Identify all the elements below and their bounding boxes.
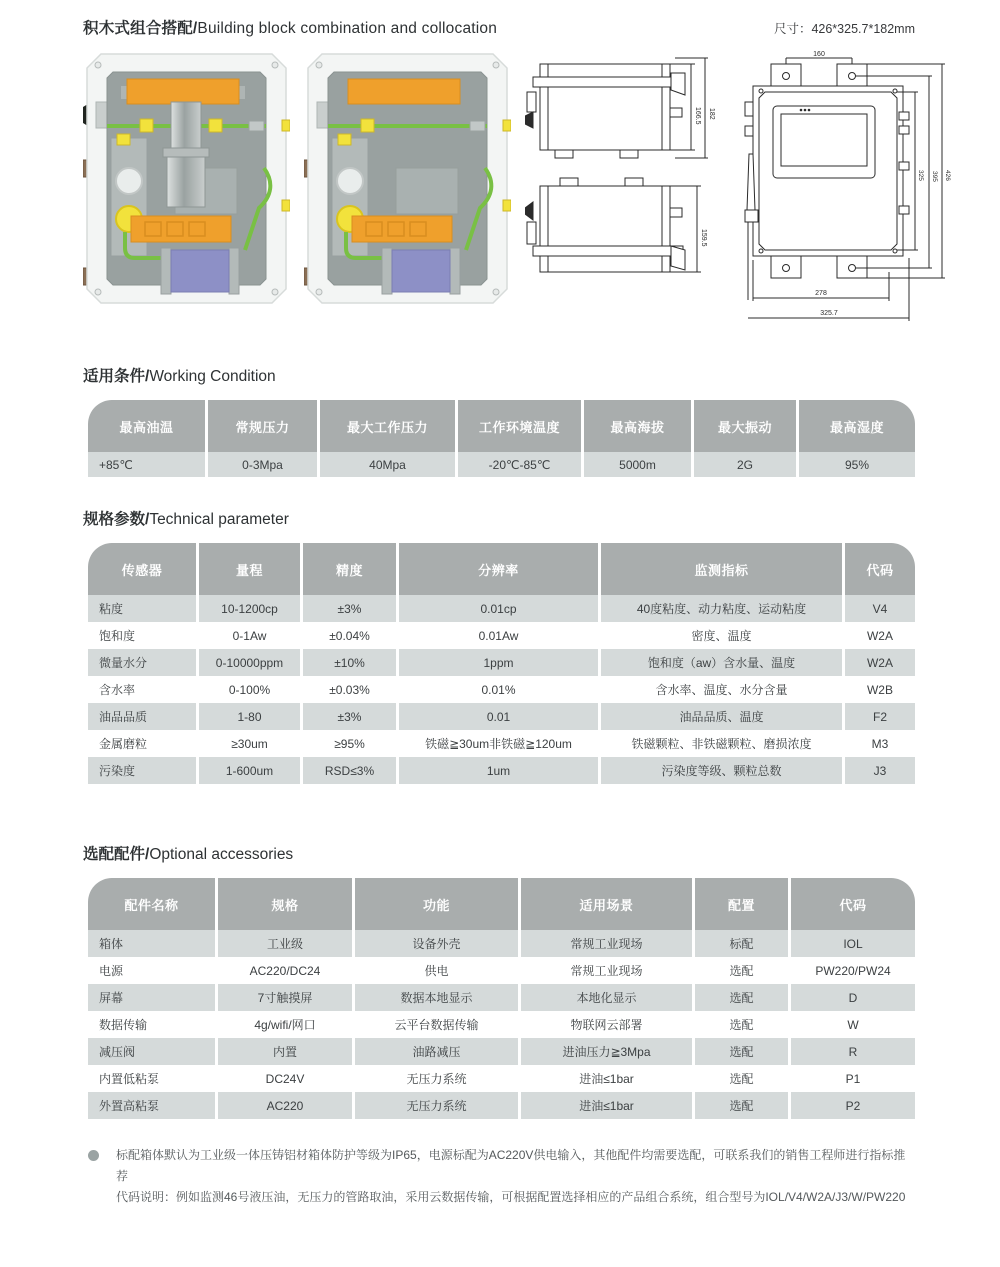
table-cell: R xyxy=(788,1038,915,1065)
table-cell: DC24V xyxy=(215,1065,352,1092)
table-cell: 选配 xyxy=(692,957,788,984)
table-cell: 数据传输 xyxy=(88,1011,215,1038)
table-cell: 污染度等级、颗粒总数 xyxy=(598,757,842,784)
table-cell: ±3% xyxy=(300,703,396,730)
table-row xyxy=(88,730,915,757)
table-cell: J3 xyxy=(842,757,915,784)
table-cell: 0-10000ppm xyxy=(196,649,300,676)
optional-accessories-table xyxy=(88,878,915,1119)
table-cell: ±3% xyxy=(300,595,396,622)
section-title-zh: 适用条件/ xyxy=(83,368,150,385)
table-cell: 0.01 xyxy=(396,703,598,730)
table-cell: 无压力系统 xyxy=(352,1065,518,1092)
table-cell: P1 xyxy=(788,1065,915,1092)
table-cell: 云平台数据传输 xyxy=(352,1011,518,1038)
table-header-cell: 最高海拔 xyxy=(581,400,691,452)
footnote-line-1: 标配箱体默认为工业级一体压铸铝材箱体防护等级为IP65，电源标配为AC220V供电输入，其他配件均需要选配，可联系我们的销售工程师进行指标推荐 xyxy=(116,1148,906,1183)
section-title-zh: 选配配件/ xyxy=(83,846,150,863)
table-cell: W2A xyxy=(842,622,915,649)
orange-rail-mid xyxy=(352,216,452,242)
table-cell: 选配 xyxy=(692,1038,788,1065)
table-cell: 0.01Aw xyxy=(396,622,598,649)
table-cell: 1ppm xyxy=(396,649,598,676)
table-row xyxy=(88,1038,915,1065)
size-note: 尺寸：426*325.7*182mm xyxy=(773,22,915,36)
table-row xyxy=(88,649,915,676)
table-cell: -20℃-85℃ xyxy=(455,452,581,477)
table-cell: 2G xyxy=(691,452,796,477)
table-cell: ±10% xyxy=(300,649,396,676)
table-header-cell: 适用场景 xyxy=(518,878,692,930)
table-row xyxy=(88,595,915,622)
table-cell: 进油压力≧3Mpa xyxy=(518,1038,692,1065)
table-cell: 含水率 xyxy=(88,676,196,703)
table-cell: 金属磨粒 xyxy=(88,730,196,757)
table-cell: 40Mpa xyxy=(317,452,455,477)
dim-label: 166.5 xyxy=(694,107,701,125)
table-cell: 选配 xyxy=(692,1092,788,1119)
table-row xyxy=(88,930,915,957)
table-header-cell: 最大工作压力 xyxy=(317,400,455,452)
table-cell: 铁磁颗粒、非铁磁颗粒、磨损浓度 xyxy=(598,730,842,757)
table-cell: 1-80 xyxy=(196,703,300,730)
table-header-cell: 传感器 xyxy=(88,543,196,595)
table-row xyxy=(88,452,915,477)
section-title-en: Working Condition xyxy=(149,368,276,385)
table-cell: ±0.04% xyxy=(300,622,396,649)
bullet-icon xyxy=(88,1150,99,1161)
table-header-cell: 功能 xyxy=(352,878,518,930)
page-header xyxy=(0,0,1000,38)
table-cell: AC220/DC24 xyxy=(215,957,352,984)
dim-label: 325.7 xyxy=(820,310,838,317)
table-cell: 箱体 xyxy=(88,930,215,957)
table-cell: 40度粘度、动力粘度、运动粘度 xyxy=(598,595,842,622)
table-cell: 常规工业现场 xyxy=(518,930,692,957)
table-header-cell: 量程 xyxy=(196,543,300,595)
table-cell: 选配 xyxy=(692,1065,788,1092)
table-cell: 95% xyxy=(796,452,915,477)
table-cell: 密度、温度 xyxy=(598,622,842,649)
table-row xyxy=(88,1065,915,1092)
table-header-cell: 代码 xyxy=(842,543,915,595)
table-cell: 粘度 xyxy=(88,595,196,622)
table-cell: 数据本地显示 xyxy=(352,984,518,1011)
table-header-cell: 常规压力 xyxy=(205,400,317,452)
table-cell: ≥30um xyxy=(196,730,300,757)
orange-rail-top xyxy=(127,79,239,104)
table-cell: +85℃ xyxy=(88,452,205,477)
table-header-cell: 最高油温 xyxy=(88,400,205,452)
table-cell: W2A xyxy=(842,649,915,676)
section-title-en: Optional accessories xyxy=(149,846,294,863)
table-row xyxy=(88,1092,915,1119)
dim-label: 182 xyxy=(708,108,715,120)
table-cell: 4g/wifi/网口 xyxy=(215,1011,352,1038)
table-header-cell: 监测指标 xyxy=(598,543,842,595)
technical-parameter-table xyxy=(88,543,915,784)
dim-label: 278 xyxy=(815,290,827,297)
working-condition-table xyxy=(88,400,915,477)
table-cell: ≥95% xyxy=(300,730,396,757)
table-cell: 0-100% xyxy=(196,676,300,703)
table-cell: 屏幕 xyxy=(88,984,215,1011)
footnote-line-2: 代码说明：例如监测46号液压油，无压力的管路取油，采用云数据传输，可根据配置选择相应的产品组合系统，组合型号为IOL/V4/W2A/J3/W/PW220 xyxy=(116,1190,906,1204)
table-cell: 10-1200cp xyxy=(196,595,300,622)
table-cell: 物联网云部署 xyxy=(518,1011,692,1038)
table-header-row xyxy=(88,400,915,452)
dim-label: 160 xyxy=(813,51,825,58)
table-row xyxy=(88,984,915,1011)
table-cell: 选配 xyxy=(692,1011,788,1038)
page-title xyxy=(83,16,497,38)
table-cell: 微量水分 xyxy=(88,649,196,676)
table-row xyxy=(88,676,915,703)
antenna-icon xyxy=(747,154,755,210)
table-cell: 1um xyxy=(396,757,598,784)
cabinet-render-with-motor xyxy=(83,50,290,310)
section-title-en: Technical parameter xyxy=(149,511,289,528)
table-cell: 标配 xyxy=(692,930,788,957)
table-cell: RSD≤3% xyxy=(300,757,396,784)
table-cell: 0.01% xyxy=(396,676,598,703)
table-cell: F2 xyxy=(842,703,915,730)
table-cell: IOL xyxy=(788,930,915,957)
controller-module xyxy=(171,250,229,292)
table-header-cell: 最大振动 xyxy=(691,400,796,452)
page-title-zh: 积木式组合搭配/ xyxy=(83,20,198,37)
table-cell: 5000m xyxy=(581,452,691,477)
table-row xyxy=(88,757,915,784)
table-cell: 内置 xyxy=(215,1038,352,1065)
table-cell: 常规工业现场 xyxy=(518,957,692,984)
product-figures xyxy=(0,38,1000,330)
table-header-row xyxy=(88,543,915,595)
table-row xyxy=(88,1011,915,1038)
table-cell: 0-1Aw xyxy=(196,622,300,649)
table-cell: W2B xyxy=(842,676,915,703)
table-cell: AC220 xyxy=(215,1092,352,1119)
table-row xyxy=(88,957,915,984)
table-cell: 无压力系统 xyxy=(352,1092,518,1119)
table-row xyxy=(88,622,915,649)
front-view-drawing xyxy=(739,50,954,340)
table-cell: 本地化显示 xyxy=(518,984,692,1011)
orange-rail-top xyxy=(348,79,460,104)
table-cell: 工业级 xyxy=(215,930,352,957)
controller-module xyxy=(392,250,450,292)
table-cell: 含水率、温度、水分含量 xyxy=(598,676,842,703)
dim-label: 159.5 xyxy=(700,229,707,247)
table-cell: 油品品质 xyxy=(88,703,196,730)
table-header-cell: 最高湿度 xyxy=(796,400,915,452)
table-cell: 外置高粘泵 xyxy=(88,1092,215,1119)
table-cell: ±0.03% xyxy=(300,676,396,703)
table-cell: W xyxy=(788,1011,915,1038)
table-cell: 进油≤1bar xyxy=(518,1092,692,1119)
table-cell: 设备外壳 xyxy=(352,930,518,957)
table-cell: PW220/PW24 xyxy=(788,957,915,984)
table-header-cell: 工作环境温度 xyxy=(455,400,581,452)
table-cell: 0.01cp xyxy=(396,595,598,622)
section-title-zh: 规格参数/ xyxy=(83,511,150,528)
table-header-cell: 配置 xyxy=(692,878,788,930)
table-cell: 污染度 xyxy=(88,757,196,784)
table-header-cell: 精度 xyxy=(300,543,396,595)
table-header-cell: 代码 xyxy=(788,878,915,930)
table-header-cell: 配件名称 xyxy=(88,878,215,930)
table-cell: 饱和度 xyxy=(88,622,196,649)
table-cell: 7寸触摸屏 xyxy=(215,984,352,1011)
table-cell: 0-3Mpa xyxy=(205,452,317,477)
motor-cylinder xyxy=(171,102,201,150)
table-cell: D xyxy=(788,984,915,1011)
table-cell: V4 xyxy=(842,595,915,622)
section-title-optional-accessories xyxy=(0,842,1000,864)
cabinet-render-basic xyxy=(304,50,511,310)
table-cell: 1-600um xyxy=(196,757,300,784)
section-title-technical-parameter xyxy=(0,507,1000,529)
dim-label: 395 xyxy=(931,171,938,182)
table-cell: 电源 xyxy=(88,957,215,984)
table-header-cell: 规格 xyxy=(215,878,352,930)
table-cell: 内置低粘泵 xyxy=(88,1065,215,1092)
footnote-text xyxy=(116,1145,915,1208)
side-view-drawing xyxy=(525,50,725,310)
orange-rail-mid xyxy=(131,216,231,242)
table-cell: 饱和度（aw）含水量、温度 xyxy=(598,649,842,676)
table-cell: 油品品质、温度 xyxy=(598,703,842,730)
table-cell: 减压阀 xyxy=(88,1038,215,1065)
page-title-en: Building block combination and collocation xyxy=(197,20,498,37)
table-header-row xyxy=(88,878,915,930)
footnote xyxy=(88,1145,915,1208)
table-cell: 进油≤1bar xyxy=(518,1065,692,1092)
table-header-cell: 分辨率 xyxy=(396,543,598,595)
table-cell: 油路减压 xyxy=(352,1038,518,1065)
dim-label: 325 xyxy=(917,170,924,181)
table-cell: 选配 xyxy=(692,984,788,1011)
table-cell: 供电 xyxy=(352,957,518,984)
table-cell: P2 xyxy=(788,1092,915,1119)
section-title-working-condition xyxy=(0,364,1000,386)
dim-label: 426 xyxy=(944,170,951,181)
table-cell: 铁磁≧30um非铁磁≧120um xyxy=(396,730,598,757)
table-row xyxy=(88,703,915,730)
table-cell: M3 xyxy=(842,730,915,757)
